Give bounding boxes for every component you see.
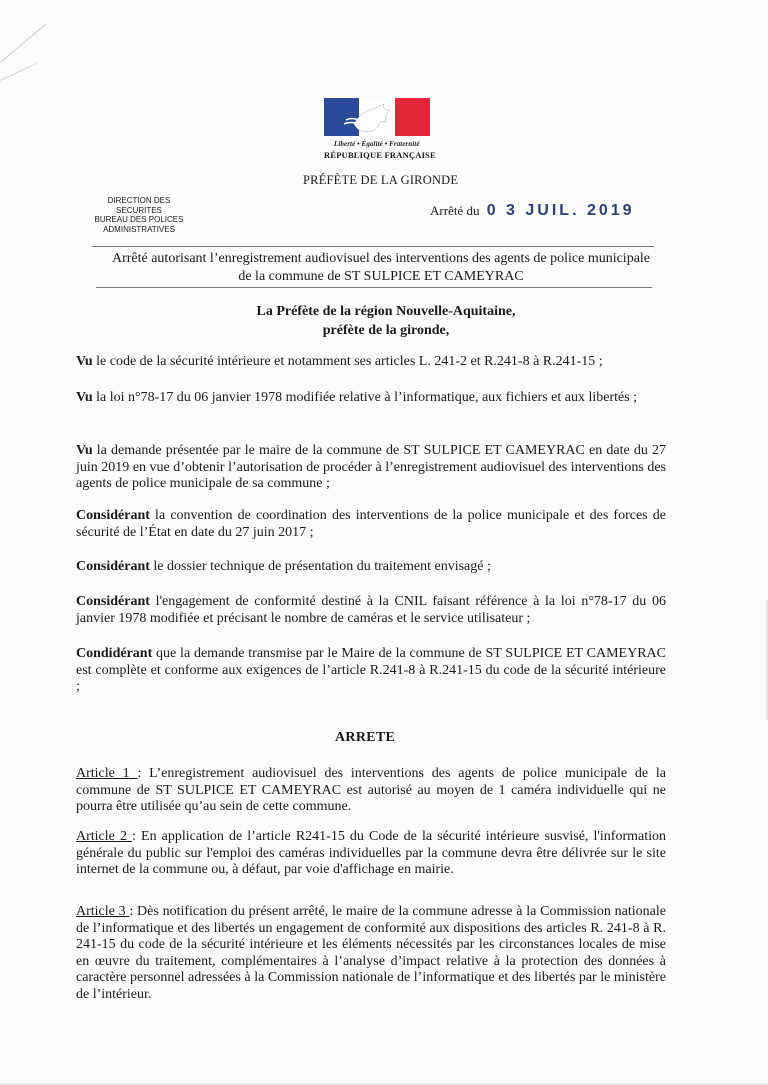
visa-text: la loi n°78-17 du 06 janvier 1978 modifiée relative à l’informatique, aux fichiers et aux libertés ; xyxy=(92,390,638,405)
direction-block xyxy=(84,196,194,234)
visa-lead: Vu xyxy=(76,354,93,369)
title-rule-bottom xyxy=(96,287,652,288)
authority-block xyxy=(196,302,576,340)
date-stamp: 0 3 JUIL. 2019 xyxy=(486,202,635,219)
arrete-date xyxy=(430,202,635,220)
article-text: : En application de l’article R241-15 du Code de la sécurité intérieure susvisé, l'information générale du public sur l'emploi des caméras individuelles par la commune devra être délivrée sur le site internet de la commune ou, à défaut, par voie d'affichage en mairie. xyxy=(76,829,667,877)
authority-line: La Préfète de la région Nouvelle-Aquitaine, xyxy=(256,304,516,319)
considerant-paragraph xyxy=(76,559,666,576)
arrete-date-label: Arrêté du xyxy=(430,203,480,218)
title-rule-top xyxy=(92,246,654,247)
scan-corner-mark xyxy=(0,23,47,62)
article-label: Article 3 xyxy=(76,904,130,919)
considerant-lead: Condidérant xyxy=(76,646,153,661)
article-text: : Dès notification du présent arrêté, le maire de la commune adresse à la Commission nationale de l’informatique et des libertés un engagement de conformité aux dispositions des articles R. 241-8 à R. 241-15 du code de la sécurité intérieure et les éléments nécessités par les circonstances locales de mise en œuvre du traitement, complémentaires à l’analyse d’impact relative à la protection des données à caractère personnel adressées à la Commission nationale de l’informatique et des libertés par le ministère de l’intérieur. xyxy=(76,904,666,1002)
document-title xyxy=(86,250,676,286)
article-label: Article 2 xyxy=(76,829,133,844)
visa-paragraph xyxy=(76,443,666,493)
considerant-text: le dossier technique de présentation du traitement envisagé ; xyxy=(149,559,491,574)
article-text: : L’enregistrement audiovisuel des interventions des agents de police municipale de la commune de ST SULPICE ET CAMEYRAC est autorisé au moyen de 1 caméra individuelle qui ne pourra être utilisée qu’au sein de cette commune. xyxy=(76,766,666,814)
visa-lead: Vu xyxy=(76,443,93,458)
visa-text: la demande présentée par le maire de la commune de ST SULPICE ET CAMEYRAC en date du 27 juin 2019 en vue d’obtenir l’autorisation de procéder à l’enregistrement audiovisuel des interventions des agents de police municipale de sa commune ; xyxy=(76,443,666,491)
marianne-logo xyxy=(324,98,430,158)
considerant-lead: Considérant xyxy=(76,594,150,609)
article-paragraph xyxy=(76,829,666,879)
title-line: Arrêté autorisant l’enregistrement audiovisuel des interventions des agents de police municipale xyxy=(111,251,651,266)
direction-line: DIRECTION DES SECURITES xyxy=(107,196,171,215)
considerant-paragraph xyxy=(76,508,666,541)
republic-label: RÉPUBLIQUE FRANÇAISE xyxy=(324,150,436,160)
arrete-heading: ARRETE xyxy=(335,730,396,745)
direction-line: BUREAU DES POLICES xyxy=(94,215,184,224)
title-line: de la commune de ST SULPICE ET CAMEYRAC xyxy=(238,269,524,284)
visa-paragraph xyxy=(76,390,666,407)
article-paragraph xyxy=(76,766,666,816)
considerant-text: la convention de coordination des interventions de la police municipale et des forces de sécurité de l’État en date du 27 juin 2017 ; xyxy=(76,508,666,540)
visa-lead: Vu xyxy=(76,390,93,405)
prefecture-title: PRÉFÈTE DE LA GIRONDE xyxy=(303,173,459,187)
considerant-lead: Considérant xyxy=(76,508,150,523)
considerant-paragraph xyxy=(76,594,666,627)
visa-paragraph xyxy=(76,354,666,371)
considerant-lead: Considérant xyxy=(76,559,150,574)
visa-text: le code de la sécurité intérieure et notamment ses articles L. 241-2 et R.241-8 à R.241-15 ; xyxy=(92,354,603,369)
authority-line: préfète de la gironde, xyxy=(322,323,450,338)
article-paragraph xyxy=(76,904,666,1003)
motto: Liberté • Égalité • Fraternité xyxy=(334,140,420,148)
scan-corner-mark xyxy=(0,63,37,81)
direction-line: ADMINISTRATIVES xyxy=(103,224,175,234)
article-label: Article 1 xyxy=(76,766,138,781)
considerant-paragraph xyxy=(76,646,666,696)
marianne-flag-icon xyxy=(324,98,430,136)
considerant-text: que la demande transmise par le Maire de la commune de ST SULPICE ET CAMEYRAC est complète et conforme aux exigences de l’article R.241-8 à R.241-15 du code de la sécurité intérieure ; xyxy=(76,646,666,694)
considerant-text: l'engagement de conformité destiné à la CNIL faisant référence à la loi n°78-17 du 06 janvier 1978 modifiée et précisant le nombre de caméras et le service utilisateur ; xyxy=(76,594,666,626)
